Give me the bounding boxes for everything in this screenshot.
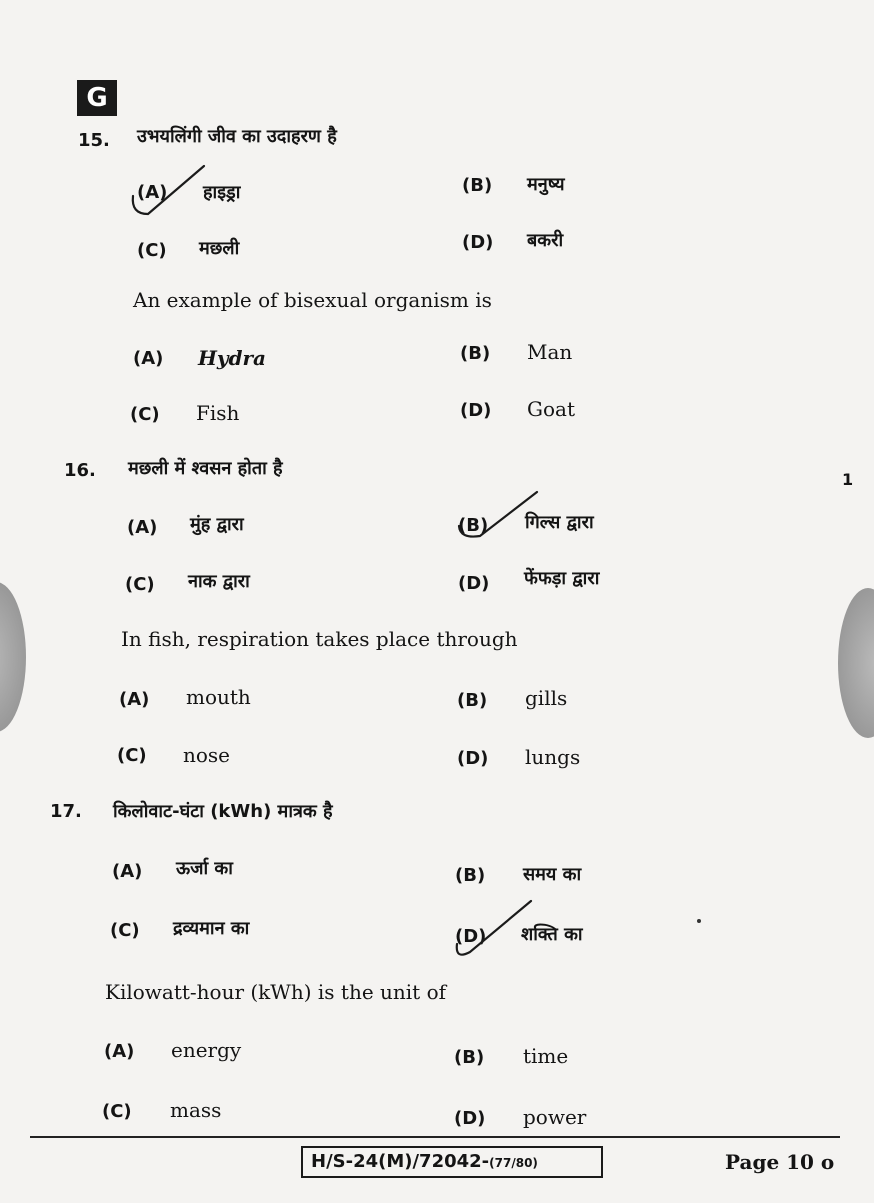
option-label: (D) [455, 926, 487, 947]
page-number: Page 10 o [725, 1150, 835, 1174]
tick-mark-q16 [459, 492, 537, 537]
option-text-english: time [523, 1044, 569, 1068]
question-text-english: In fish, respiration takes place through [121, 627, 518, 651]
option-label: (C) [137, 240, 167, 261]
option-text-hindi: मनुष्य [527, 174, 565, 195]
option-label: (B) [455, 865, 486, 886]
option-label: (B) [462, 175, 493, 196]
option-text-hindi: समय का [523, 864, 582, 885]
question-text-hindi: किलोवाट-घंटा (kWh) मात्रक है [113, 801, 333, 822]
option-label: (D) [457, 748, 489, 769]
option-label: (D) [460, 400, 492, 421]
option-label: (B) [458, 515, 489, 536]
option-label: (C) [102, 1101, 132, 1122]
question-text-english: Kilowatt-hour (kWh) is the unit of [105, 980, 447, 1004]
option-text-english: Fish [196, 401, 240, 425]
option-label: (A) [127, 517, 158, 538]
option-text-english: nose [183, 743, 231, 767]
option-label: (A) [137, 182, 168, 203]
option-text-english: Goat [527, 397, 575, 421]
option-text-hindi: द्रव्यमान का [173, 918, 250, 939]
option-text-hindi: फेंफड़ा द्वारा [524, 568, 600, 589]
option-text-hindi: मुंह द्वारा [190, 514, 244, 535]
tick-mark-q17 [457, 901, 531, 955]
option-label: (C) [125, 574, 155, 595]
question-number: 16. [64, 460, 96, 481]
question-number: 15. [78, 130, 110, 151]
option-label: (A) [119, 689, 150, 710]
option-text-english: power [523, 1105, 587, 1129]
ink-dot [697, 919, 701, 923]
option-text-english: energy [171, 1038, 242, 1062]
option-label: (D) [458, 573, 490, 594]
option-text-english: mass [170, 1098, 222, 1122]
option-label: (C) [130, 404, 160, 425]
option-text-english: gills [525, 686, 568, 710]
option-text-hindi: गिल्स द्वारा [525, 512, 594, 533]
option-label: (B) [454, 1047, 485, 1068]
option-text-english: mouth [186, 685, 251, 709]
paper-code-page-range: (77/80) [489, 1156, 538, 1170]
option-text-hindi: बकरी [527, 230, 564, 251]
set-badge: G [77, 80, 117, 116]
option-text-english: Man [527, 340, 573, 364]
question-text-english: An example of bisexual organism is [133, 288, 492, 312]
option-text-english: Hydra [198, 346, 266, 370]
option-label: (B) [457, 690, 488, 711]
option-text-hindi: शक्ति का [521, 924, 583, 945]
tick-mark-q15 [133, 166, 204, 214]
option-label: (A) [133, 348, 164, 369]
question-number: 17. [50, 801, 82, 822]
option-label: (A) [112, 861, 143, 882]
option-label: (C) [110, 920, 140, 941]
margin-mark: 1 [842, 470, 854, 489]
option-label: (D) [454, 1108, 486, 1129]
option-label: (A) [104, 1041, 135, 1062]
option-text-english: lungs [525, 745, 581, 769]
option-text-hindi: मछली [199, 238, 240, 259]
option-label: (B) [460, 343, 491, 364]
footer-rule [30, 1136, 840, 1138]
question-text-hindi: मछली में श्वसन होता है [128, 458, 283, 479]
question-text-hindi: उभयलिंगी जीव का उदाहरण है [137, 126, 337, 147]
option-text-hindi: ऊर्जा का [176, 858, 233, 879]
option-label: (C) [117, 745, 147, 766]
paper-code-text: H/S-24(M)/72042- [311, 1151, 490, 1172]
paper-code [301, 1146, 603, 1178]
option-text-hindi: हाइड्रा [203, 182, 241, 203]
option-label: (D) [462, 232, 494, 253]
option-text-hindi: नाक द्वारा [188, 571, 250, 592]
